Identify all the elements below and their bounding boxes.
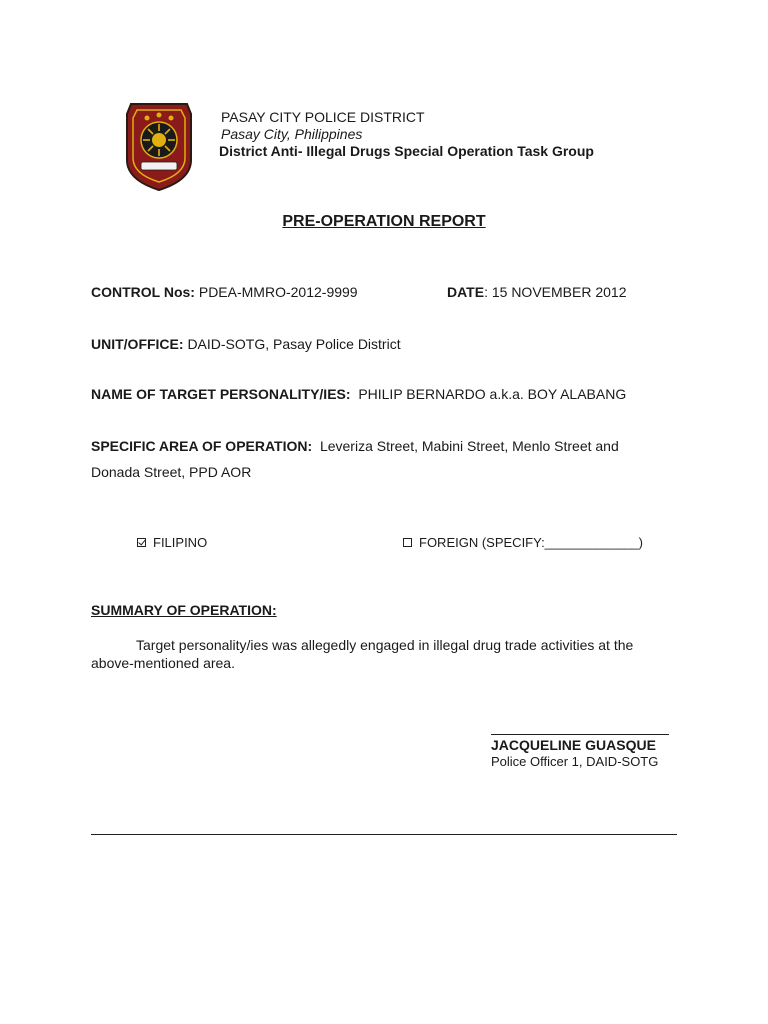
filipino-label: FILIPINO — [153, 535, 208, 550]
checked-box-icon[interactable] — [137, 538, 146, 547]
unchecked-box-icon[interactable] — [403, 538, 412, 547]
control-number-label: CONTROL Nos: — [91, 284, 195, 300]
unit-office-value: DAID-SOTG, Pasay Police District — [187, 336, 401, 352]
date-value: : 15 NOVEMBER 2012 — [484, 284, 627, 300]
filipino-option[interactable] — [137, 535, 207, 550]
unit-office-label: UNIT/OFFICE: — [91, 336, 184, 352]
date-label: DATE — [447, 284, 485, 300]
target-personality-label: NAME OF TARGET PERSONALITY/IES: — [91, 386, 351, 402]
area-of-operation-continued: Donada Street, PPD AOR — [91, 464, 252, 480]
district-location: Pasay City, Philippines — [221, 126, 363, 142]
summary-heading: SUMMARY OF OPERATION: — [91, 602, 277, 618]
target-personality-value: PHILIP BERNARDO a.k.a. BOY ALABANG — [358, 386, 627, 402]
area-of-operation-value: Leveriza Street, Mabini Street, Menlo Street and — [319, 438, 619, 454]
signatory-title: Police Officer 1, DAID-SOTG — [491, 754, 659, 769]
target-personality-row — [91, 386, 626, 402]
report-title: PRE-OPERATION REPORT — [282, 213, 486, 230]
police-seal-icon — [123, 100, 195, 192]
task-group-name: District Anti- Illegal Drugs Special Operation Task Group — [219, 143, 594, 159]
foreign-option[interactable] — [403, 535, 643, 550]
signature-line — [491, 734, 669, 735]
control-number-row — [91, 284, 358, 300]
bottom-divider — [91, 834, 677, 835]
date-row — [447, 284, 626, 300]
unit-office-row — [91, 336, 401, 352]
summary-text: Target personality/ies was allegedly engaged in illegal drug trade activities at the above-mentioned area. — [91, 637, 634, 671]
signatory-name: JACQUELINE GUASQUE — [491, 737, 656, 753]
district-name: PASAY CITY POLICE DISTRICT — [221, 109, 425, 125]
foreign-label: FOREIGN (SPECIFY:_____________) — [419, 535, 644, 550]
control-number-value: PDEA-MMRO-2012-9999 — [198, 284, 358, 300]
area-of-operation-label: SPECIFIC AREA OF OPERATION: — [91, 438, 313, 454]
area-of-operation-row — [91, 438, 619, 454]
